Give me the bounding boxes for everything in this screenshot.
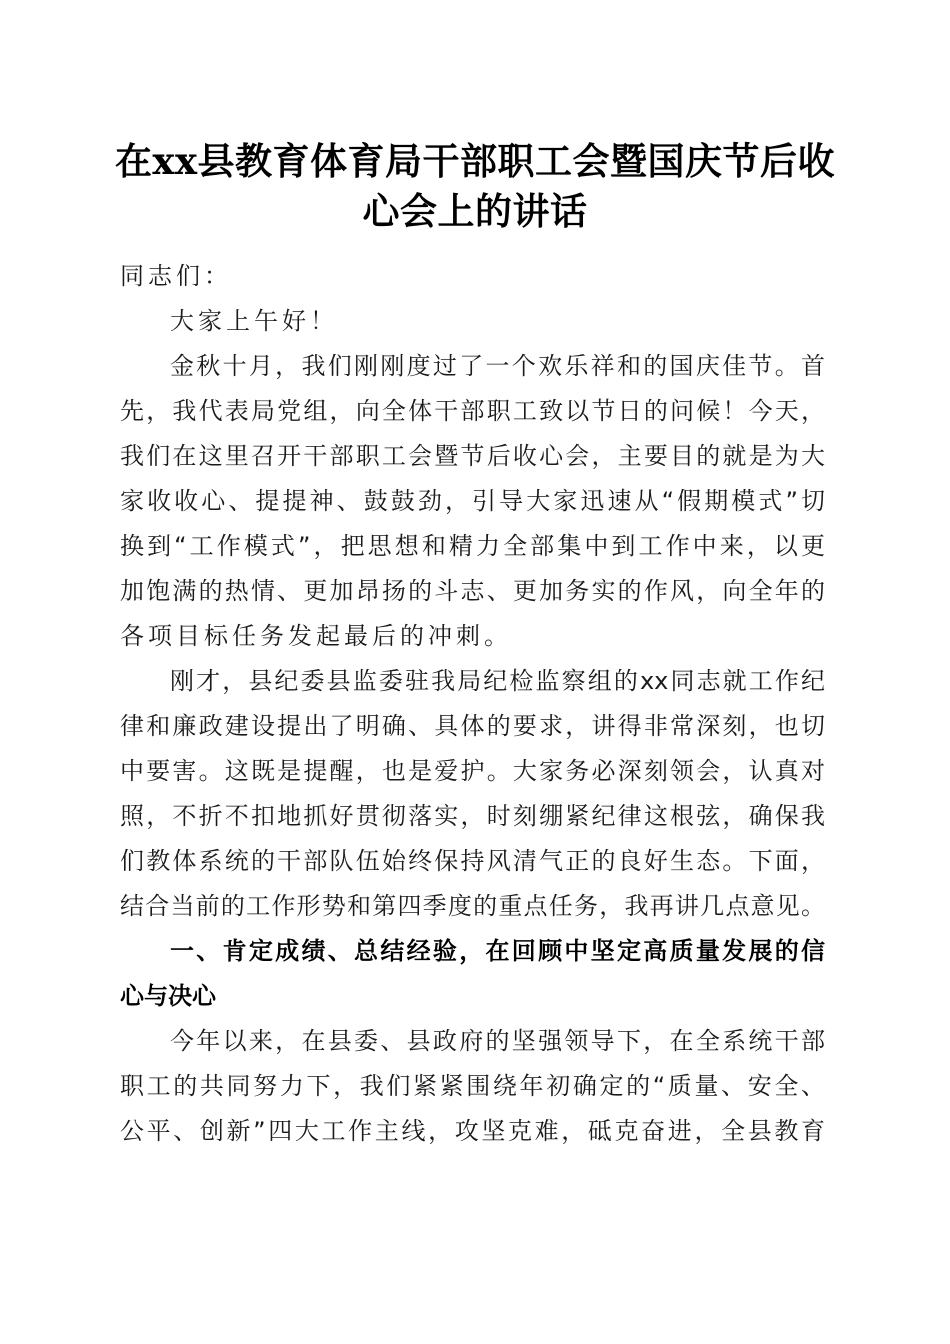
paragraph-line: 加饱满的热情、更加昂扬的斗志、更加务实的作风，向全年的 <box>120 577 825 605</box>
salutation: 同志们： <box>120 262 232 290</box>
greeting: 大家上午好！ <box>170 307 338 335</box>
paragraph-line: 我们在这里召开干部职工会暨节后收心会，主要目的就是为大 <box>120 442 825 470</box>
paragraph-line: 照，不折不扣地抓好贯彻落实，时刻绷紧纪律这根弦，确保我 <box>120 802 825 830</box>
paragraph-line: 先，我代表局党组，向全体干部职工致以节日的问候！今天， <box>120 397 825 425</box>
paragraph-line: 刚才，县纪委县监委驻我局纪检监察组的xx同志就工作纪 <box>170 667 825 695</box>
paragraph-line: 律和廉政建设提出了明确、具体的要求，讲得非常深刻，也切 <box>120 712 825 740</box>
title-line: 心会上的讲话 <box>362 189 588 233</box>
heading-line: 心与决心 <box>120 982 216 1010</box>
paragraph-line: 今年以来，在县委、县政府的坚强领导下，在全系统干部 <box>170 1027 825 1055</box>
paragraph-line: 职工的共同努力下，我们紧紧围绕年初确定的“质量、安全、 <box>120 1072 825 1100</box>
paragraph-opening <box>120 344 825 659</box>
paragraph-discipline <box>120 659 825 929</box>
paragraph-line: 结合当前的工作形势和第四季度的重点任务，我再讲几点意见。 <box>120 892 825 920</box>
title-line: 在xx县教育体育局干部职工会暨国庆节后收 <box>114 139 836 183</box>
paragraph-line: 们教体系统的干部队伍始终保持风清气正的良好生态。下面， <box>120 847 825 875</box>
heading-line: 一、肯定成绩、总结经验，在回顾中坚定高质量发展的信 <box>170 937 825 965</box>
paragraph-line: 中要害。这既是提醒，也是爱护。大家务必深刻领会，认真对 <box>120 757 825 785</box>
paragraph-line: 金秋十月，我们刚刚度过了一个欢乐祥和的国庆佳节。首 <box>170 352 825 380</box>
paragraph-achievements <box>120 1019 825 1154</box>
paragraph-line: 公平、创新”四大工作主线，攻坚克难，砥克奋进，全县教育 <box>120 1117 825 1145</box>
paragraph-line: 家收收心、提提神、鼓鼓劲，引导大家迅速从“假期模式”切 <box>120 487 825 515</box>
paragraph-line: 各项目标任务发起最后的冲刺。 <box>120 622 512 650</box>
document-body <box>120 254 825 1154</box>
document-title <box>100 136 850 236</box>
section-heading-1 <box>120 929 825 1019</box>
paragraph-line: 换到“工作模式”，把思想和精力全部集中到工作中来，以更 <box>120 532 825 560</box>
